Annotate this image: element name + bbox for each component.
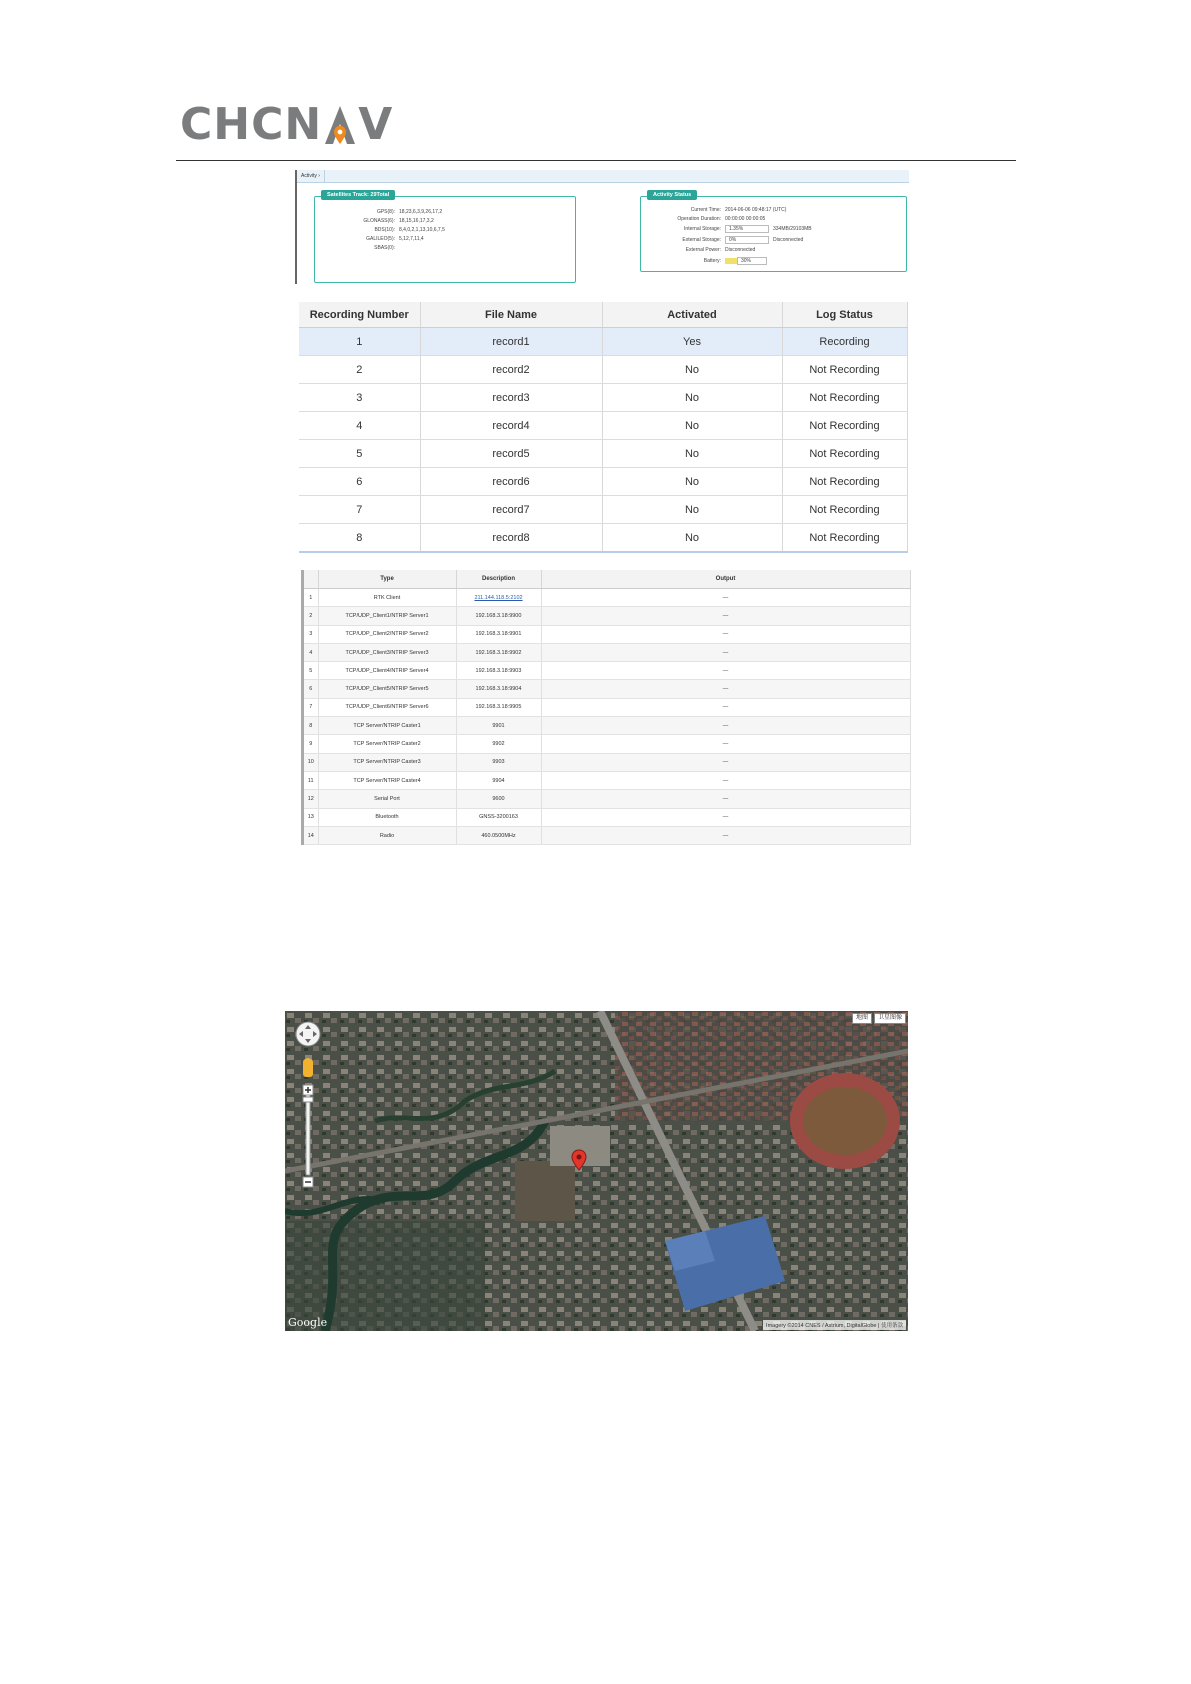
table-row[interactable] <box>304 625 910 643</box>
rtk-client-link[interactable]: 211.144.118.5:2102 <box>474 594 523 601</box>
cell: 192.168.3.18:9900 <box>456 607 541 625</box>
satellites-track-title: Satellites Track: <box>327 192 369 198</box>
cell: — <box>541 607 910 625</box>
cell: No <box>602 440 782 468</box>
cell: TCP Server/NTRIP Caster3 <box>318 753 456 771</box>
cell: 2 <box>299 356 420 384</box>
cell: — <box>541 808 910 826</box>
cell: Not Recording <box>782 356 907 384</box>
status-value: 00:00:00 00:00:05 <box>725 216 766 222</box>
cell: 11 <box>304 771 318 789</box>
cell: 9904 <box>456 771 541 789</box>
cell: record3 <box>420 384 602 412</box>
cell: 6 <box>299 468 420 496</box>
satellites-total: 29Total <box>370 192 390 198</box>
cell: record5 <box>420 440 602 468</box>
activity-tab[interactable]: Activity › <box>297 170 325 182</box>
google-logo: Google <box>288 1316 328 1329</box>
cell: — <box>541 680 910 698</box>
cell: 5 <box>299 440 420 468</box>
status-external-power <box>641 247 755 253</box>
cell: No <box>602 384 782 412</box>
cell: 5 <box>304 662 318 680</box>
col-file-name: File Name <box>420 302 602 328</box>
status-duration <box>641 216 765 222</box>
cell: Bluetooth <box>318 808 456 826</box>
table-row[interactable] <box>299 328 907 356</box>
status-key: Internal Storage: <box>684 226 721 233</box>
status-value: 2014-06-06 09:48:17 (UTC) <box>725 207 787 213</box>
status-external-storage <box>641 236 803 244</box>
cell: TCP Server/NTRIP Caster1 <box>318 717 456 735</box>
sat-row-glonass <box>315 218 434 224</box>
cell: Not Recording <box>782 468 907 496</box>
location-marker-icon[interactable] <box>571 1149 587 1171</box>
sat-value: 8,4,0,2,1,13,10,6,7,5 <box>399 227 445 233</box>
cell: Not Recording <box>782 440 907 468</box>
map-type-map-button[interactable]: 地图 <box>852 1013 872 1024</box>
cell: TCP/UDP_Client2/NTRIP Server2 <box>318 625 456 643</box>
status-key: External Storage: <box>682 237 721 244</box>
sat-value: 5,12,7,11,4 <box>399 236 424 242</box>
internal-storage-box: 1.35% <box>725 225 769 233</box>
table-row[interactable] <box>299 412 907 440</box>
satellites-track-panel <box>314 192 576 283</box>
logo-a-icon <box>323 104 357 146</box>
logo-text-left: CHCN <box>180 99 323 150</box>
cell: record7 <box>420 496 602 524</box>
cell: record6 <box>420 468 602 496</box>
logo-text-right: V <box>358 99 394 150</box>
cell: 3 <box>299 384 420 412</box>
cell: 9901 <box>456 717 541 735</box>
cell: No <box>602 356 782 384</box>
cell: No <box>602 468 782 496</box>
map-type-satellite-button[interactable]: 卫星图像 <box>874 1013 906 1024</box>
attribution-text: Imagery ©2014 CNES / Astrium, DigitalGlobe <box>766 1323 877 1329</box>
output-table-wrap <box>301 570 910 845</box>
cell: 192.168.3.18:9904 <box>456 680 541 698</box>
status-key: External Power: <box>685 247 721 253</box>
cell: TCP/UDP_Client1/NTRIP Server1 <box>318 607 456 625</box>
cell: — <box>541 735 910 753</box>
cell: Not Recording <box>782 496 907 524</box>
cell: TCP/UDP_Client4/NTRIP Server4 <box>318 662 456 680</box>
cell: No <box>602 496 782 524</box>
cell: 9 <box>304 735 318 753</box>
cell <box>456 589 541 607</box>
status-battery <box>641 257 767 265</box>
sat-row-bds <box>315 227 445 233</box>
cell: 2 <box>304 607 318 625</box>
table-row[interactable] <box>299 440 907 468</box>
col-recording-number: Recording Number <box>299 302 420 328</box>
satellite-map[interactable] <box>285 1011 908 1331</box>
table-row[interactable] <box>304 717 910 735</box>
sat-key: SBAS(0): <box>374 245 395 251</box>
cell: 1 <box>299 328 420 356</box>
recording-header-row <box>299 302 907 328</box>
cell: TCP/UDP_Client6/NTRIP Server6 <box>318 698 456 716</box>
terms-link[interactable]: 使用条款 <box>880 1323 903 1329</box>
cell: 1 <box>304 589 318 607</box>
cell: No <box>602 412 782 440</box>
sat-row-galileo <box>315 236 424 242</box>
cell: record2 <box>420 356 602 384</box>
cell: Not Recording <box>782 524 907 553</box>
col-index <box>304 570 318 589</box>
cell: TCP/UDP_Client3/NTRIP Server3 <box>318 643 456 661</box>
activity-tabbar <box>297 170 909 183</box>
chcnav-logo <box>180 99 394 150</box>
sat-key: BDS(10): <box>374 227 395 233</box>
sat-value: 18,15,16,17,3,2 <box>399 218 434 224</box>
status-value: Disconnected <box>725 247 756 253</box>
table-row[interactable] <box>304 662 910 680</box>
cell: 3 <box>304 625 318 643</box>
cell: Serial Port <box>318 790 456 808</box>
col-log-status: Log Status <box>782 302 907 328</box>
status-current-time <box>641 207 786 213</box>
cell: — <box>541 643 910 661</box>
sat-value: 18,23,6,3,9,26,17,2 <box>399 209 443 215</box>
cell: 9902 <box>456 735 541 753</box>
cell: Not Recording <box>782 412 907 440</box>
table-row[interactable] <box>299 524 907 553</box>
activity-status-label: Activity Status <box>647 190 697 200</box>
sat-key: GALILEO(5): <box>366 236 395 242</box>
cell: — <box>541 698 910 716</box>
sat-key: GLONASS(6): <box>363 218 395 224</box>
table-row[interactable] <box>304 753 910 771</box>
cell: 192.168.3.18:9901 <box>456 625 541 643</box>
table-row[interactable] <box>299 356 907 384</box>
table-row[interactable] <box>304 808 910 826</box>
cell: 192.168.3.18:9905 <box>456 698 541 716</box>
col-description: Description <box>456 570 541 589</box>
activity-status-panel <box>640 192 907 272</box>
cell: Recording <box>782 328 907 356</box>
cell: RTK Client <box>318 589 456 607</box>
cell: Radio <box>318 826 456 844</box>
cell: 7 <box>299 496 420 524</box>
recording-table <box>299 302 908 553</box>
map-type-controls <box>852 1013 906 1024</box>
table-row[interactable] <box>304 643 910 661</box>
cell: TCP Server/NTRIP Caster2 <box>318 735 456 753</box>
cell: 8 <box>304 717 318 735</box>
col-output: Output <box>541 570 910 589</box>
cell: 6 <box>304 680 318 698</box>
table-row[interactable] <box>299 496 907 524</box>
cell: 12 <box>304 790 318 808</box>
header-rule <box>176 160 1016 161</box>
output-table <box>304 570 911 845</box>
table-row[interactable] <box>299 384 907 412</box>
table-row[interactable] <box>304 698 910 716</box>
cell: — <box>541 771 910 789</box>
table-row[interactable] <box>304 771 910 789</box>
status-key: Battery: <box>703 258 721 265</box>
cell: 460.0500MHz <box>456 826 541 844</box>
cell: — <box>541 826 910 844</box>
status-key: Operation Duration: <box>677 216 721 222</box>
map-imagery <box>285 1011 908 1331</box>
cell: 8 <box>299 524 420 553</box>
internal-storage-size: 334MB/29103MB <box>773 226 812 233</box>
table-row[interactable] <box>304 607 910 625</box>
cell: 9903 <box>456 753 541 771</box>
cell: record1 <box>420 328 602 356</box>
cell: — <box>541 625 910 643</box>
cell: TCP Server/NTRIP Caster4 <box>318 771 456 789</box>
external-storage-box: 0% <box>725 236 769 244</box>
cell: 9600 <box>456 790 541 808</box>
cell: 4 <box>299 412 420 440</box>
cell: 4 <box>304 643 318 661</box>
status-internal-storage <box>641 225 812 233</box>
cell: TCP/UDP_Client5/NTRIP Server5 <box>318 680 456 698</box>
cell: — <box>541 753 910 771</box>
cell: 192.168.3.18:9902 <box>456 643 541 661</box>
cell: 7 <box>304 698 318 716</box>
cell: 14 <box>304 826 318 844</box>
sat-key: GPS(8): <box>376 209 395 215</box>
zoom-slider-icon <box>306 1095 310 1175</box>
table-row[interactable] <box>304 680 910 698</box>
cell: — <box>541 662 910 680</box>
col-type: Type <box>318 570 456 589</box>
table-row[interactable] <box>304 735 910 753</box>
external-storage-state: Disconnected <box>773 237 804 244</box>
battery-fill <box>725 258 737 264</box>
cell: 10 <box>304 753 318 771</box>
cell: 192.168.3.18:9903 <box>456 662 541 680</box>
table-row[interactable] <box>304 826 910 844</box>
output-header-row <box>304 570 910 589</box>
cell: 13 <box>304 808 318 826</box>
battery-pct: 30% <box>737 257 767 265</box>
cell: — <box>541 717 910 735</box>
satellites-track-label <box>321 190 395 200</box>
table-row[interactable] <box>304 589 910 607</box>
activity-panel <box>295 170 909 284</box>
map-attribution: Imagery ©2014 CNES / Astrium, DigitalGlobe | 使用条款 <box>763 1320 906 1330</box>
cell: record8 <box>420 524 602 553</box>
map-nav-controls[interactable] <box>295 1021 321 1201</box>
col-activated: Activated <box>602 302 782 328</box>
sat-row-sbas <box>315 245 399 251</box>
status-key: Current Time: <box>690 207 721 213</box>
cell: record4 <box>420 412 602 440</box>
cell: No <box>602 524 782 553</box>
cell: Not Recording <box>782 384 907 412</box>
table-row[interactable] <box>304 790 910 808</box>
cell: GNSS-3200163 <box>456 808 541 826</box>
cell: Yes <box>602 328 782 356</box>
sat-row-gps <box>315 209 442 215</box>
cell: — <box>541 589 910 607</box>
cell: — <box>541 790 910 808</box>
table-row[interactable] <box>299 468 907 496</box>
